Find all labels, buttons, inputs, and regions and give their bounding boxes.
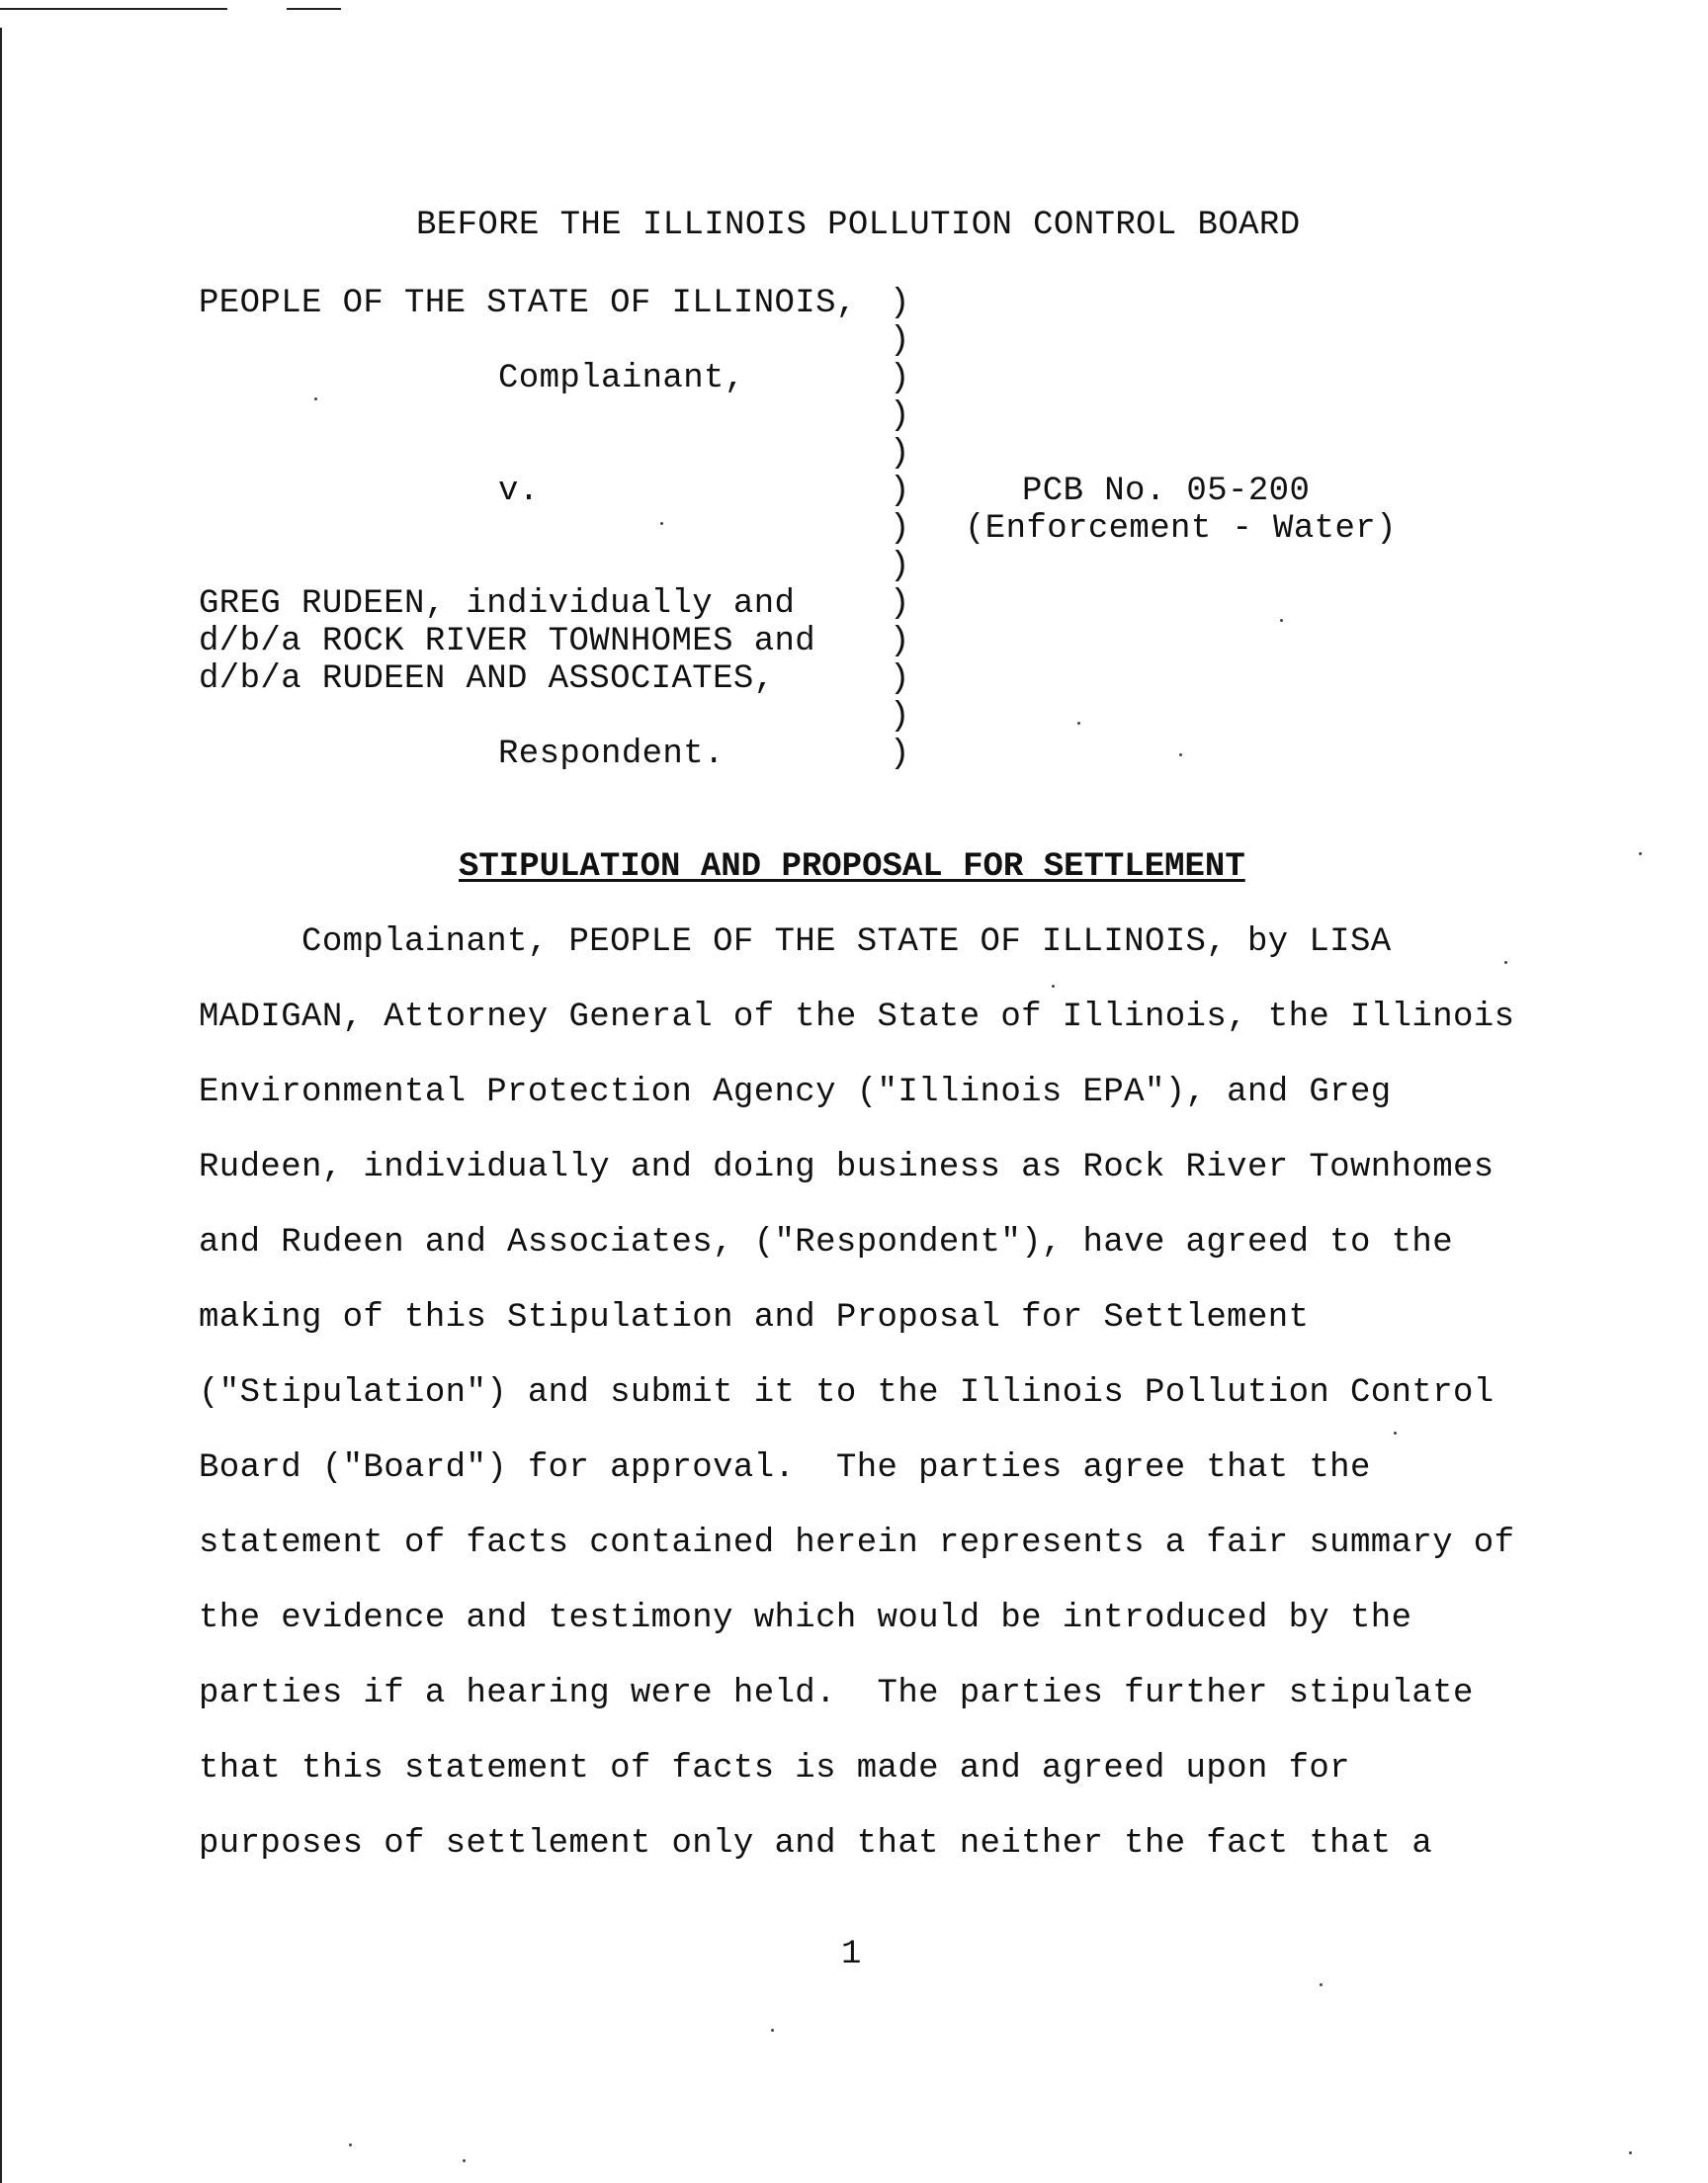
scan-speck (1629, 2151, 1632, 2154)
scan-speck (660, 522, 663, 525)
body-paragraph (199, 923, 1514, 1900)
body-line: MADIGAN, Attorney General of the State of Illinois, the Illinois (199, 999, 1515, 1036)
body-line: that this statement of facts is made and agreed upon for (199, 1750, 1350, 1788)
scan-speck (463, 2159, 466, 2162)
caption-paren: ) (890, 435, 910, 473)
body-line: making of this Stipulation and Proposal for Settlement (199, 1299, 1310, 1337)
body-line: Board ("Board") for approval. The parties agree that the (199, 1449, 1371, 1487)
caption-paren: ) (890, 660, 910, 698)
body-line: the evidence and testimony which would be introduced by the (199, 1600, 1412, 1637)
body-line: ("Stipulation") and submit it to the Illinois Pollution Control (199, 1374, 1494, 1412)
caption-paren: ) (890, 548, 910, 585)
body-line: statement of facts contained herein represents a fair summary of (199, 1525, 1515, 1562)
caption-paren: ) (890, 322, 910, 360)
scan-speck (314, 397, 317, 400)
caption-paren: ) (890, 397, 910, 435)
caption-paren: ) (890, 736, 910, 773)
caption-paren: ) (890, 623, 910, 660)
scan-border-line (0, 28, 2, 2183)
scan-speck (1179, 753, 1182, 756)
plaintiff-role: Complainant, (498, 360, 745, 397)
body-line: Environmental Protection Agency ("Illinois EPA"), and Greg (199, 1074, 1392, 1111)
case-type: (Enforcement - Water) (965, 510, 1397, 548)
plaintiff-name: PEOPLE OF THE STATE OF ILLINOIS, (199, 285, 857, 322)
document-title: STIPULATION AND PROPOSAL FOR SETTLEMENT (459, 848, 1245, 886)
caption-paren: ) (890, 698, 910, 736)
body-line: Complainant, PEOPLE OF THE STATE OF ILLINOIS, by LISA (199, 923, 1392, 961)
respondent-line-1: GREG RUDEEN, individually and (199, 585, 796, 623)
body-line: and Rudeen and Associates, ("Respondent"), have agreed to the (199, 1224, 1454, 1262)
scan-speck (771, 2029, 774, 2032)
scan-speck (1077, 722, 1080, 725)
respondent-line-3: d/b/a RUDEEN AND ASSOCIATES, (199, 660, 775, 698)
case-number: PCB No. 05-200 (1022, 473, 1311, 510)
caption-paren: ) (890, 473, 910, 510)
scan-speck (1280, 619, 1283, 622)
court-heading: BEFORE THE ILLINOIS POLLUTION CONTROL BOARD (416, 207, 1301, 244)
page-number: 1 (841, 1936, 862, 1973)
respondent-line-2: d/b/a ROCK RIVER TOWNHOMES and (199, 623, 816, 660)
scan-speck (349, 2143, 352, 2146)
body-line: Rudeen, individually and doing business as Rock River Townhomes (199, 1149, 1494, 1186)
versus-label: v. (498, 473, 540, 510)
caption-paren: ) (890, 585, 910, 623)
scan-speck (1320, 1983, 1323, 1986)
caption-paren: ) (890, 285, 910, 322)
scan-speck (1639, 852, 1642, 855)
caption-paren: ) (890, 510, 910, 548)
body-line: purposes of settlement only and that neither the fact that a (199, 1825, 1433, 1863)
body-line: parties if a hearing were held. The parties further stipulate (199, 1675, 1474, 1712)
respondent-role: Respondent. (498, 736, 725, 773)
caption-paren: ) (890, 360, 910, 397)
caption-paren-column (890, 285, 909, 773)
scan-top-rule (0, 8, 341, 10)
